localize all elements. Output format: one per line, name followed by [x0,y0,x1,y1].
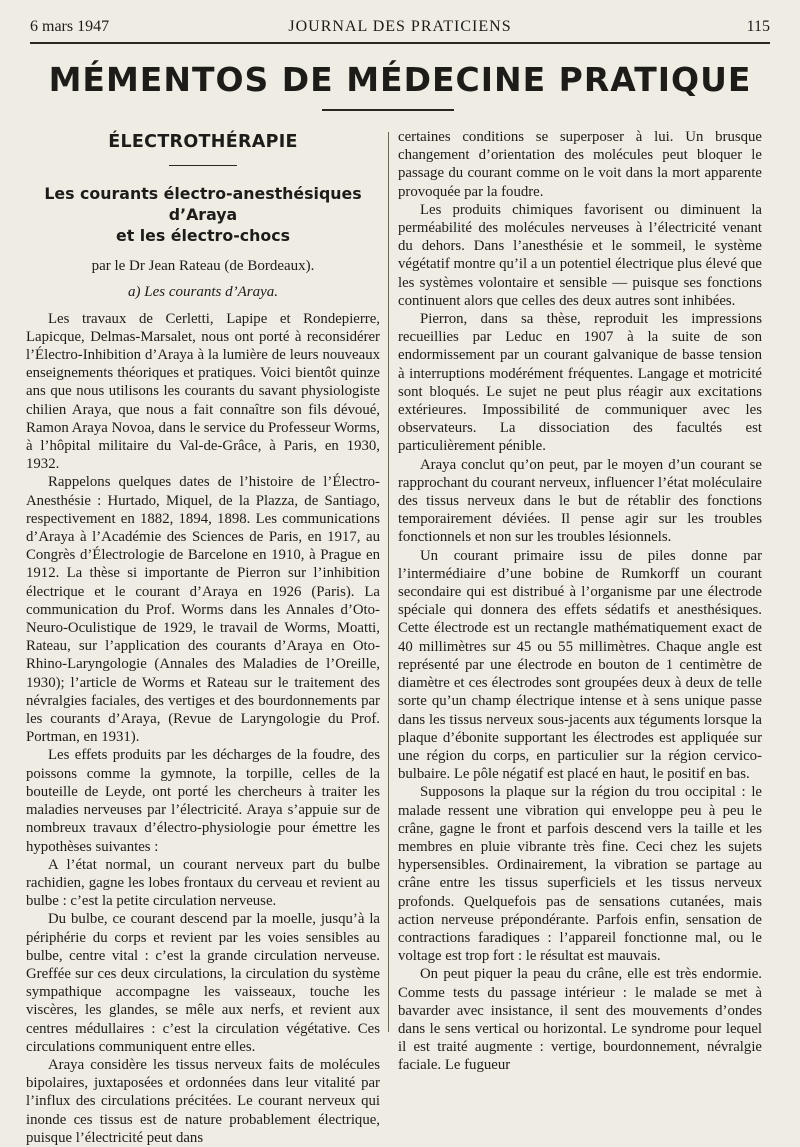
paragraph: Les effets produits par les décharges de la foudre, des poissons comme la gymnote, la torpille, celles de la bouteille de Leyde, ont porté les chercheurs à traiter les maladies nerveuses par l’électricité. Araya s’appuie sur de nombreux travaux d’électro-physiologie pour émettre les hypothèses suivantes : [26,747,380,855]
paragraph: Araya considère les tissus nerveux faits de molécules bipolaires, juxtaposées et ordonnées dans leur vitalité par l’influx des circulations précitées. Le courant nerveux qui inonde ces tissus est de nature probablement électrique, puisque l’électricité peut dans [26,1056,380,1146]
paragraph: A l’état normal, un courant nerveux part du bulbe rachidien, gagne les lobes frontaux du cerveau et revient au bulbe : c’est la petite circulation nerveuse. [26,856,380,910]
paragraph: Supposons la plaque sur la région du trou occipital : le malade ressent une vibration qui enveloppe peu à peu le crâne, gagne le front et parfois descend vers la taille et les membres en pluie vibrante très fine. Ceci chez les sujets hypersensibles. Ordinairement, la vibration se partage au crâne entre les tissus superficiels et les tissus nerveux profonds. Quelquefois pas de sensations cutanées, mais action nerveuse prépondérante. Parfois enfin, sensation de contractions faradiques : l’appareil fonctionne mal, ou le voltage est trop fort : le résultat est mauvais. [398,784,762,965]
running-header [30,16,770,44]
paragraph: Les travaux de Cerletti, Lapipe et Rondepierre, Lapicque, Delmas-Marsalet, nous ont porté à reconsidérer l’Électro-Inhibition d’Araya à la lumière de leurs nouveaux enseignements théoriques et pratiques. Voici bientôt quinze ans que nous utilisons les courants du savant physiologiste chilien Araya, que nous a fait connaître son fils dévoué, Ramon Araya Novoa, dans le service du Professeur Worms, à l’hôpital militaire du Val-de-Grâce, à Paris, en 1930, 1932. [26,310,380,473]
title-rule [322,109,454,111]
header-date: 6 mars 1947 [30,18,110,35]
article-title [26,183,380,246]
paragraph: Araya conclut qu’on peut, par le moyen d’un courant se rapprochant du courant nerveux, influencer l’état moléculaire des tissus nerveux dans le but de rétablir des fonctions temporairement déviées. Il pense agir sur les troubles fonctionnels et non sur les troubles lésionnels. [398,456,762,546]
paragraph: Rappelons quelques dates de l’histoire de l’Électro-Anesthésie : Hurtado, Miquel, de la Plazza, de Santiago, respectivement en 1882, 1894, 1898. Les communications d’Araya à l’Académie des Sciences de Paris, en 1917, au Congrès d’Électrologie de Barcelone en 1910, à Prague en 1912. La thèse si importante de Pierron sur l’inhibition électrique et le courant d’Araya en 1926 (Paris). La communication du Prof. Worms dans les Annales d’Oto-Neuro-Oculistique de 1929, le travail de Worms, Moatti, Rateau, sur l’application des courants d’Araya en Oto-Rhino-Laryngologie (Annales des Maladies de l’Oreille, 1930); l’article de Worms et Rateau sur le traitement des névralgies faciales, des vertiges et des bourdonnements par les courants d’Araya, (Revue de Laryngologie du Prof. Portman, en 1931). [26,474,380,746]
paragraph: On peut piquer la peau du crâne, elle est très endormie. Comme tests du passage intérieur : le malade se met à bavarder avec insistance, il sent des mouvements d’ondes dans le sens vertical ou horizontal. Le syndrome pour lequel il est traité augmente : vertige, bourdonnement, névralgie faciale. Le fugueur [398,966,762,1074]
header-journal-name: JOURNAL DES PRATICIENS [288,18,512,35]
article-title-line-2: et les électro-chocs [116,226,290,246]
article-subhead: a) Les courants d’Araya. [128,284,278,301]
paragraph: Les produits chimiques favorisent ou diminuent la perméabilité des molécules nerveuses à l’électricité venant du dehors. Dans l’anesthésie et le sommeil, le système végétatif montre qu’il a un potentiel électrique plus élevé que les systèmes volontaire et sensible — puisque ses fonctions continuent alors que celles des deux autres sont inhibées. [398,201,762,309]
main-title: MÉMENTOS DE MÉDECINE PRATIQUE [48,60,752,99]
column-divider [388,132,389,1032]
section-title: ÉLECTROTHÉRAPIE [108,132,298,152]
paragraph: Un courant primaire issu de piles donne par l’intermédiaire d’une bobine de Rumkorff un courant secondaire qui est distribué à l’organisme par une électrode spéciale qui donnera des effets sédatifs et anesthésiques. Cette électrode est un rectangle mathématiquement exact de 40 millimètres sur 45 ou 55 millimètres. Chaque angle est représenté par une électrode en bouton de 1 centimètre de diamètre et ces électrodes sont groupées deux à deux de telle sorte qu’un champ électrique intense et à sens unique passe dans les tissus nerveux sous-jacents aux téguments lorsque la plaque d’ébonite supportant les électrodes est appliquée sur une région du corps, en particulier sur la région cervico-bulbaire. Le pôle négatif est placé en haut, le positif en bas. [398,547,762,783]
left-column [26,128,380,1147]
paragraph: certaines conditions se superposer à lui. Un brusque changement d’orientation des molécules peut bloquer le passage du courant comme on le voit dans la mort apparente provoquée par la foudre. [398,129,762,200]
section-rule [169,165,237,166]
paragraph: Du bulbe, ce courant descend par la moelle, jusqu’à la périphérie du corps et revient par les voies sensibles au bulbe, centre vital : c’est la grande circulation nerveuse. Greffée sur ces deux circulations, la circulation du système sympathique accompagne les vaisseaux, touche les viscères, les glandes, se mêle aux nerfs, et revient aux centres médullaires : c’est la circulation végétative. Ces circulations communiquent entre elles. [26,911,380,1055]
article-title-line-1: Les courants électro-anesthésiques d’Araya [44,184,362,225]
paragraph: Pierron, dans sa thèse, reproduit les impressions recueillies par Leduc en 1907 à la suite de son endormissement par un courant galvanique de basse tension à interruptions modérément fréquentes. Langage et motricité sont bloqués. Le sujet ne peut plus réagir aux excitations extérieures. Impossibilité de communiquer avec les observateurs. La dissociation des facultés est particulièrement pénible. [398,311,762,455]
right-column [398,128,762,1075]
article-byline: par le Dr Jean Rateau (de Bordeaux). [91,258,315,275]
header-page-number: 115 [746,18,770,35]
